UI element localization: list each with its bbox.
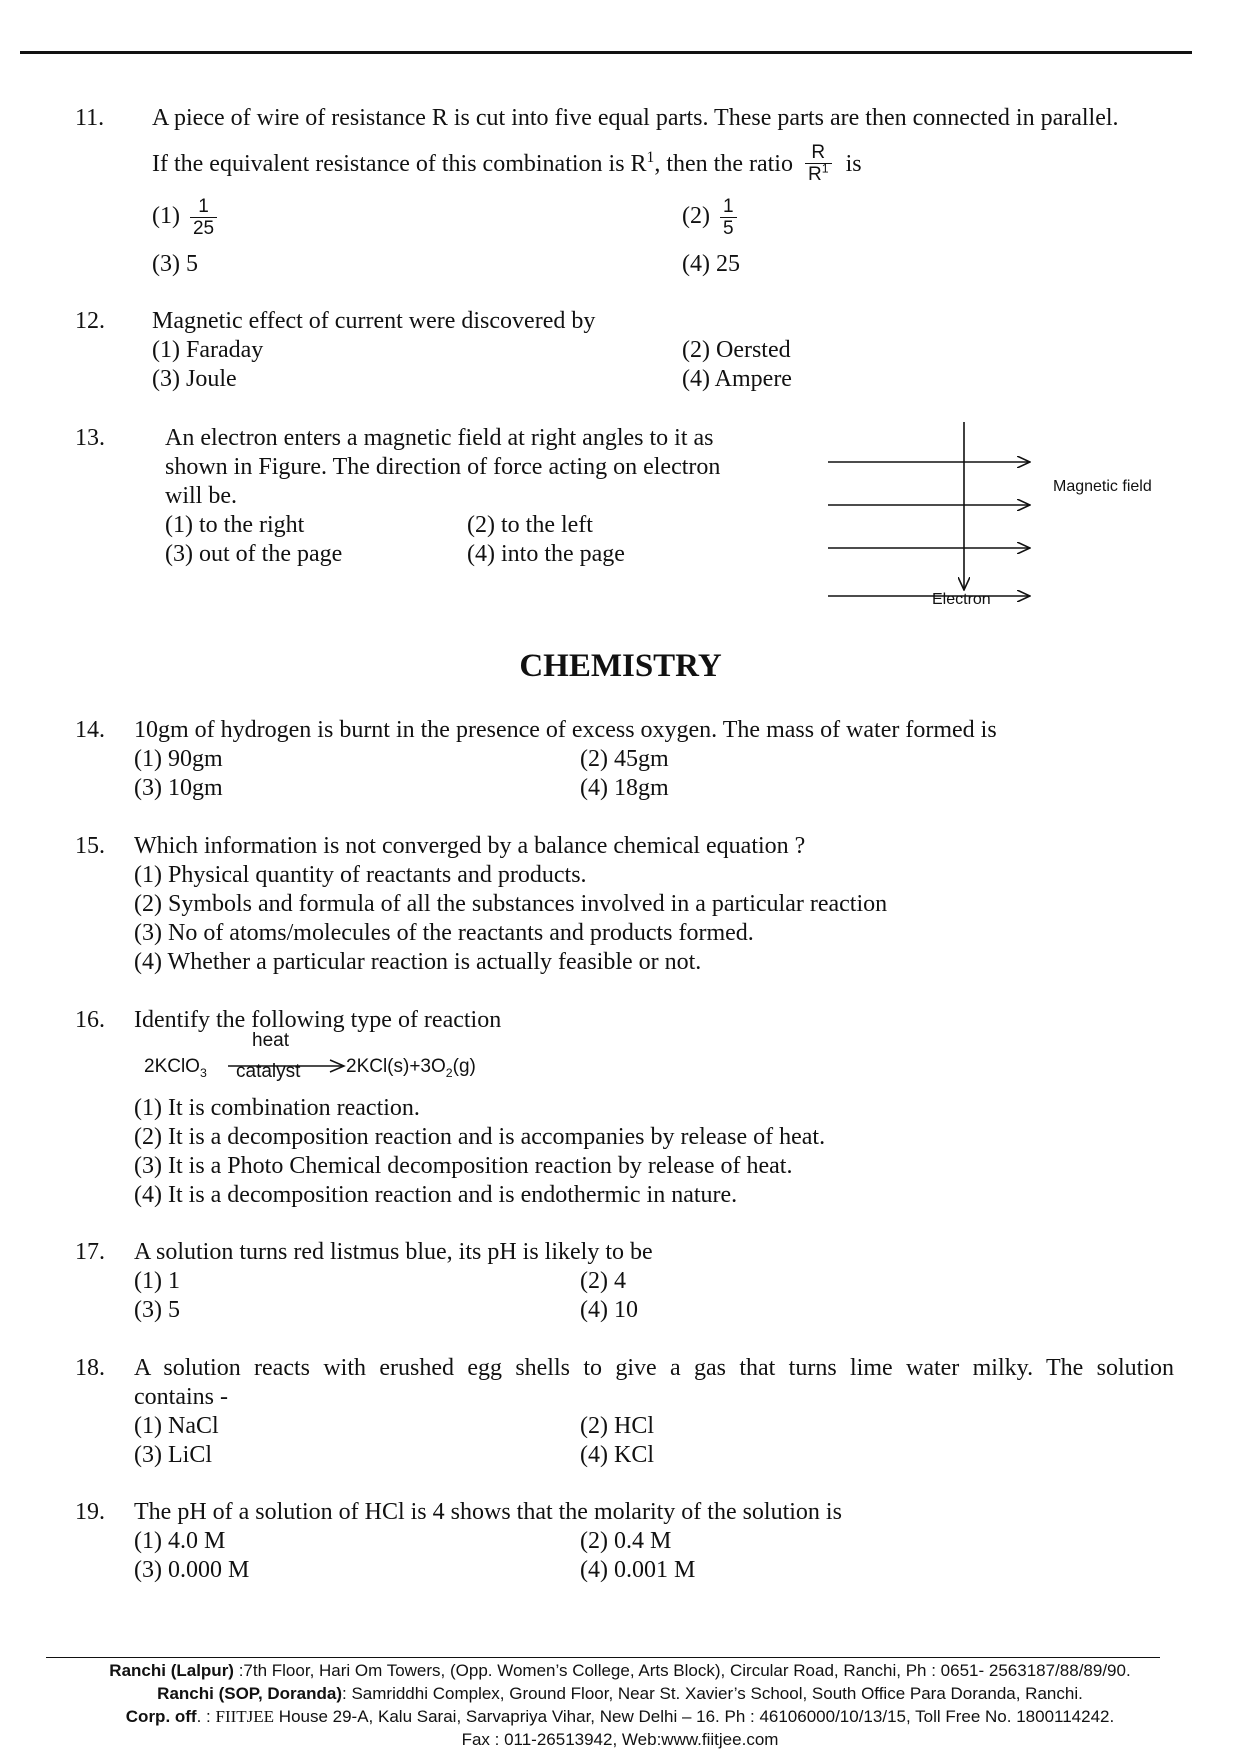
option-2: (2) 0.4 M <box>580 1528 672 1554</box>
option-1: (1) 1 <box>134 1268 180 1294</box>
question-text: Identify the following type of reaction <box>134 1007 502 1033</box>
option-1: (1) Faraday <box>152 337 264 363</box>
question-number: 11. <box>75 105 105 131</box>
option-2: (2) 4 <box>580 1268 626 1294</box>
option-3: (3) It is a Photo Chemical decomposition reaction by release of heat. <box>134 1153 793 1179</box>
footer-line-fax-web: Fax : 011-26513942, Web:www.fiitjee.com <box>461 1730 779 1749</box>
question-text: Magnetic effect of current were discovered by <box>152 308 596 334</box>
option-2: (2) Symbols and formula of all the substances involved in a particular reaction <box>134 891 888 917</box>
question-number: 13. <box>75 425 105 451</box>
footer-line-ranchi-lalpur: Ranchi (Lalpur) :7th Floor, Hari Om Towers, (Opp. Women’s College, Arts Block), Circular Road, Ranchi, Ph : 0651- 2563187/88/89/90. <box>109 1661 1131 1680</box>
question-text-line2: shown in Figure. The direction of force acting on electron <box>165 454 721 480</box>
equation-condition-above: heat <box>252 1030 289 1051</box>
option-1: (1) 4.0 M <box>134 1528 226 1554</box>
footer-line-ranchi-doranda: Ranchi (SOP, Doranda): Samriddhi Complex, Ground Floor, Near St. Xavier’s School, South Office Para Doranda, Ranchi. <box>157 1684 1083 1703</box>
option-2: (2) It is a decomposition reaction and is accompanies by release of heat. <box>134 1124 826 1150</box>
footer-line-corp-office: Corp. off. : FIITJEE House 29-A, Kalu Sarai, Sarvapriya Vihar, New Delhi – 16. Ph : 46106000/10/13/15, Toll Free No. 1800114242. <box>125 1707 1115 1726</box>
option-4: (4) 18gm <box>580 775 669 801</box>
question-text: A piece of wire of resistance R is cut into five equal parts. These parts are then connected in parallel. <box>152 105 1119 131</box>
option-4: (4) 25 <box>682 251 740 277</box>
question-text: Which information is not converged by a balance chemical equation ? <box>134 833 806 859</box>
option-2: (2) HCl <box>580 1413 654 1439</box>
option-4: (4) into the page <box>467 541 625 567</box>
option-1-fraction: $\frac{1}{25}$ <box>190 196 217 239</box>
option-3: (3) No of atoms/molecules of the reactants and products formed. <box>134 920 754 946</box>
question-number: 17. <box>75 1239 105 1265</box>
option-3: (3) out of the page <box>165 541 343 567</box>
option-1: (1) It is combination reaction. <box>134 1095 420 1121</box>
option-4: (4) 10 <box>580 1297 638 1323</box>
top-rule <box>20 51 1192 54</box>
option-4: (4) It is a decomposition reaction and is endothermic in nature. <box>134 1182 738 1208</box>
question-text-line1: A solution reacts with erushed egg shells to give a gas that turns lime water milky. The solution <box>134 1355 1174 1381</box>
section-title: CHEMISTRY <box>519 648 722 684</box>
option-4: (4) Ampere <box>682 366 792 392</box>
equation-condition-below: catalyst <box>236 1061 301 1082</box>
option-1: (1) to the right <box>165 512 305 538</box>
option-3: (3) LiCl <box>134 1442 212 1468</box>
option-3: (3) 10gm <box>134 775 223 801</box>
option-4: (4) 0.001 M <box>580 1557 696 1583</box>
footer-rule <box>46 1657 1160 1658</box>
question-text: A solution turns red listmus blue, its pH is likely to be <box>134 1239 653 1265</box>
question-text-line3: will be. <box>165 483 237 509</box>
question-text-line2: If the equivalent resistance of this combination is $R^1$, then the ratio $\frac{R}{R^1}$ is <box>152 142 862 185</box>
option-3: (3) Joule <box>152 366 237 392</box>
option-3: (3) 0.000 M <box>134 1557 250 1583</box>
option-1: (1) NaCl <box>134 1413 219 1439</box>
ratio-fraction: $\frac{R}{R^1}$ <box>805 142 832 185</box>
option-3: (3) 5 <box>134 1297 180 1323</box>
option-4: (4) KCl <box>580 1442 654 1468</box>
option-2: (2) to the left <box>467 512 593 538</box>
option-4: (4) Whether a particular reaction is actually feasible or not. <box>134 949 702 975</box>
question-number: 12. <box>75 308 105 334</box>
question-text: The pH of a solution of HCl is 4 shows that the molarity of the solution is <box>134 1499 842 1525</box>
option-1: (1) Physical quantity of reactants and products. <box>134 862 587 888</box>
option-2-fraction: $\frac{1}{5}$ <box>720 196 737 239</box>
question-text-line1: An electron enters a magnetic field at right angles to it as <box>165 425 714 451</box>
question-text: 10gm of hydrogen is burnt in the presence of excess oxygen. The mass of water formed is <box>134 717 997 743</box>
question-number: 16. <box>75 1007 105 1033</box>
equation-reactant: 2KClO$_3$ <box>144 1056 207 1080</box>
electron-label: Electron <box>932 591 991 608</box>
option-3: (3) 5 <box>152 251 198 277</box>
question-number: 18. <box>75 1355 105 1381</box>
option-1: (1) $\frac{1}{25}$ <box>152 196 217 239</box>
question-text-line2: contains - <box>134 1384 228 1410</box>
magnetic-field-label: Magnetic field <box>1053 478 1152 495</box>
magnetic-field-figure <box>820 420 1180 620</box>
question-number: 14. <box>75 717 105 743</box>
option-2: (2) 45gm <box>580 746 669 772</box>
equation-products: $2KCl(s)+3O_2(g)$ <box>346 1056 476 1080</box>
question-number: 15. <box>75 833 105 859</box>
option-2: (2) Oersted <box>682 337 791 363</box>
question-number: 19. <box>75 1499 105 1525</box>
option-2: (2) $\frac{1}{5}$ <box>682 196 737 239</box>
option-1: (1) 90gm <box>134 746 223 772</box>
